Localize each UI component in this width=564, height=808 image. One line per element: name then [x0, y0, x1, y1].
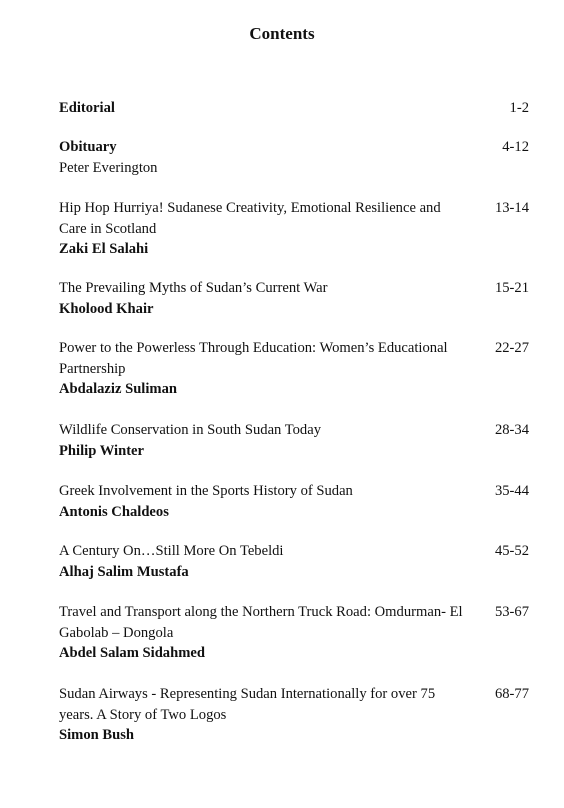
entry-author: Philip Winter [59, 442, 145, 459]
entry-author: Peter Everington [59, 159, 158, 176]
entry-pages: 45-52 [494, 543, 529, 559]
entry-author: Antonis Chaldeos [59, 503, 169, 520]
toc-entry-wildlife-conservation [59, 420, 529, 461]
entry-pages: 4-12 [502, 139, 529, 155]
entry-author: Abdel Salam Sidahmed [59, 645, 205, 661]
entry-title: Power to the Powerless Through Education: Women’s Educational Partnership [59, 340, 448, 377]
entry-author: Kholood Khair [59, 300, 154, 317]
entry-pages: 28-34 [494, 422, 529, 438]
toc-entry-prevailing-myths [59, 278, 529, 319]
toc-entry-obituary [59, 137, 529, 178]
entry-pages: 15-21 [494, 280, 529, 296]
toc-entry-century-on-tebeldi [59, 541, 529, 582]
page-title: Contents [249, 24, 315, 43]
toc-entry-sudan-airways [59, 684, 529, 746]
entry-pages: 35-44 [494, 483, 529, 499]
entry-title: Obituary [59, 139, 117, 155]
toc-entry-travel-transport [59, 602, 529, 664]
entry-pages: 53-67 [494, 604, 529, 620]
entry-title: Wildlife Conservation in South Sudan Today [59, 422, 322, 438]
toc-entry-hip-hop-hurriya [59, 198, 529, 260]
entry-title: Hip Hop Hurriya! Sudanese Creativity, Emotional Resilience and Care in Scotland [59, 200, 441, 237]
entry-pages: 13-14 [494, 200, 529, 216]
entry-pages: 22-27 [494, 340, 529, 356]
entry-author: Zaki El Salahi [59, 241, 149, 257]
toc-entry-editorial [59, 98, 529, 119]
entry-title: Editorial [59, 100, 115, 116]
entry-pages: 1-2 [509, 100, 529, 116]
entry-title: A Century On…Still More On Tebeldi [59, 543, 284, 559]
entry-title: Travel and Transport along the Northern Truck Road: Omdurman- El Gabolab – Dongola [59, 604, 463, 641]
entry-pages: 68-77 [494, 686, 529, 702]
toc-entry-power-to-powerless [59, 338, 529, 400]
entry-author: Abdalaziz Suliman [59, 381, 177, 397]
entry-title: Sudan Airways - Representing Sudan Internationally for over 75 years. A Story of Two Logos [59, 686, 436, 723]
toc-entry-greek-involvement [59, 481, 529, 522]
entry-author: Simon Bush [59, 727, 135, 743]
entry-title: Greek Involvement in the Sports History of Sudan [59, 483, 353, 499]
entry-title: The Prevailing Myths of Sudan’s Current War [59, 280, 328, 296]
entry-author: Alhaj Salim Mustafa [59, 563, 189, 580]
